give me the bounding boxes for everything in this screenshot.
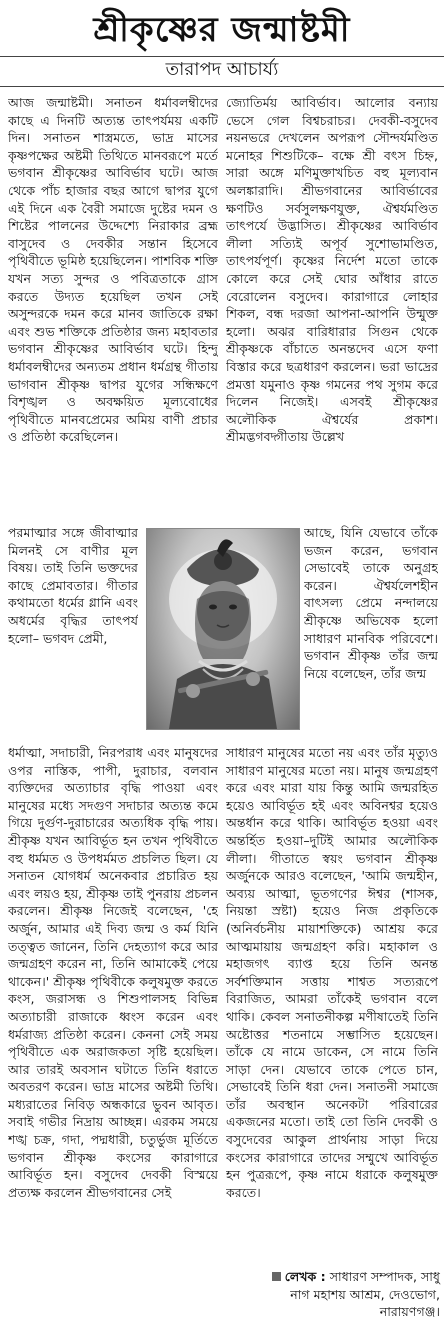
paragraph: সাধারণ মানুষের মতো নয় এবং তাঁর মৃত্যুও সাধারণ মানুষের মতো নয়। মানুষ জন্মগ্রহণ করে এবং মারা যায় কিন্তু আমি জন্মরহিত হয়েও আবির্ভূত হই এবং অবিনশ্বর হয়েও অন্তর্ধান করে থাকি। আবির্ভূত হওয়া এবং অন্তর্হিত হওয়া–দুটিই আমার অলৌকিক লীলা। গীতাতে স্বয়ং ভগবান শ্রীকৃষ্ণ অর্জুনকে আরও বলেছেন, 'আমি জন্মহীন, অব্যয় আত্মা, ভূতগণের ঈশ্বর (শাসক, নিয়ন্তা স্রষ্টা) হয়েও নিজ প্রকৃতিকে (অনির্বচনীয় মায়াশক্তিকে) আশ্রয় করে আত্মমায়ায় জন্মগ্রহণ করি। মহাকাল ও মহাজগৎ ব্যাপ্ত হয়ে তিনি অনন্ত সর্বশক্তিমান সত্তায় শাশ্বত সত্যরূপে বিরাজিত, আমরা তাঁকেই ভগবান বলে থাকি। কেবল সনাতনীকল্প মণীষাতেই তিনি অষ্টোত্তর শতনামে সম্ভাসিত হয়েছেন। তাঁকে যে নামে ডাকেন, সে নামে তিনি সাড়া দেন। যেভাবে তাকে পেতে চান, সেভাবেই তিনি ধরা দেন। সনাতনী সমাজে তাঁর অবস্থান অনেকটা পরিবারের একজনের মতো। তাই তো তিনি দেবকী ও বসুদেবের আকুল প্রার্থনায় সাড়া দিয়ে কংসের কারাগারে তাদের সম্মুখে আবির্ভূত হন পুত্ররূপে, কৃষ্ণ নামে ধরাকে কলুষমুক্ত করতে। — [226, 745, 438, 1200]
author-note — [258, 1268, 440, 1321]
headline: শ্রীকৃষ্ণের জন্মাষ্টমী — [93, 10, 351, 50]
article-column-right-bottom — [226, 744, 438, 1284]
paragraph: আছে, যিনি যেভাবে তাঁকে ভজন করেন, ভগবান সেভাবেই তাকে অনুগ্রহ করেন। ঐশ্বর্যলেশহীন বাৎসল্য প্রেমে নন্দালয়ে শ্রীকৃষ্ণে অভিষেক হলো সাধারণ মানবিক পরিবেশে। ভগবান শ্রীকৃষ্ণ তাঁর জন্ম নিয়ে বলেছেন, তাঁর জন্ম — [304, 525, 438, 681]
krishna-figure-icon — [147, 529, 299, 729]
article-column-left-bottom — [8, 744, 218, 1326]
paragraph: জ্যোতির্ময় আবির্ভাব। আলোর বন্যায় ভেসে গেল বিশ্বচরাচর। দেবকী-বসুদেব নয়নভরে দেখলেন অপরূপ সৌন্দর্যমণ্ডিত মনোহর শিশুটিকে– বক্ষে শ্রী বৎস চিহ্ন, সারা অঙ্গে মণিমুক্তাখচিত বহু মূল্যবান অলঙ্কারাদি। শ্রীভগবানের আবির্ভাবের ক্ষণটিও সর্বসুলক্ষণযুক্ত, ঐশ্বর্যমণ্ডিত তাৎপর্যে উদ্ভাসিত। শ্রীকৃষ্ণের আবির্ভাব লীলা সত্যিই অপূর্ব সুশোভামণ্ডিত, তাৎপর্যপূর্ণ। কৃষ্ণের নির্দেশ মতো তাকে কোলে করে সেই ঘোর আঁধার রাতে বেরোলেন বসুদেব। কারাগারে লোহার শিকল, বন্ধ দরজা আপনা-আপনি উন্মুক্ত হলো। অঝর বারিধারার সিগুন থেকে শ্রীকৃষ্ণকে বাঁচাতে অনন্তদেব এসে ফণা বিস্তার করে ছত্রধারণ করলেন। ভরা ভাদ্রের প্রমত্তা যমুনাও কৃষ্ণ গমনের পথ সুগম করে দিলেন নিজেই। এসবই শ্রীকৃষ্ণের অলৌকিক ঐশ্বর্যের প্রকাশ। শ্রীমদ্ভগবদ্গীতায় উল্লেখ — [226, 95, 438, 445]
article-wrap-left — [8, 524, 138, 744]
headline-divider — [0, 56, 444, 57]
article-column-right-top — [226, 94, 438, 524]
square-bullet-icon — [272, 1272, 281, 1281]
article-wrap-right — [304, 524, 438, 744]
author-info: সাধারণ সম্পাদক, সাধু নাগ মহাশয় আশ্রম, দেওভোগ, নারায়ণগঞ্জ। — [290, 1269, 440, 1320]
byline-divider — [0, 86, 444, 87]
paragraph: ধর্মাত্মা, সদাচারী, নিরপরাধ এবং মানুষদের ওপর নাস্তিক, পাপী, দুরাচার, বলবান ব্যক্তিদের অত্যাচার বৃদ্ধি পাওয়া এবং মানুষের মধ্যে সদগুণ সদাচার অত্যন্ত কমে গিয়ে দুর্গুণ-দুরাচারের অত্যধিক বৃদ্ধি পায়। শ্রীকৃষ্ণ যখন আবির্ভূত হন তখন পৃথিবীতে বহু ধর্মমত ও উপধর্মমত প্রচলিত ছিল। যে সনাতন যোগধর্ম অনেকবার প্রচারিত হয় এবং লয়ও হয়, শ্রীকৃষ্ণ তাই পুনরায় প্রচলন করলেন। শ্রীকৃষ্ণ নিজেই বলেছেন, 'হে অর্জুন, আমার এই দিব্য জন্ম ও কর্ম যিনি তত্ত্বত জানেন, তিনি দেহত্যাগ করে আর জন্মগ্রহণ করেন না, তিনি আমাকেই পেয়ে থাকেন।' শ্রীকৃষ্ণ পৃথিবীকে কলুষমুক্ত করতে কংস, জরাসন্ধ ও শিশুপালসহ বিভিন্ন অত্যাচারী রাজাকে ধ্বংস করেন এবং ধর্মরাজ্য প্রতিষ্ঠা করেন। কেননা সেই সময় পৃথিবীতে এক অরাজকতা সৃষ্টি হয়েছিল। আর তারই অবসান ঘটাতে তিনি ধরাতে অবতরণ করেন। ভাদ্র মাসের অষ্টমী তিথি। মধ্যরাতের নিবিড় অন্ধকারে ভুবন আবৃত। সবাই গভীর নিদ্রায় আচ্ছন্ন। এরকম সময়ে শঙ্খ চক্র, গদা, পদ্মধারী, চতুর্ভুজ মূর্তিতে ভগবান শ্রীকৃষ্ণ কংসের কারাগারে আবির্ভূত হন। বসুদেব দেবকী বিস্ময়ে প্রত্যক্ষ করলেন শ্রীভগবানের সেই — [8, 745, 218, 1200]
paragraph: পরমাত্মার সঙ্গে জীবাত্মার মিলনই সে বাণীর মূল বিষয়। তাই তিনি ভক্তদের কাছে প্রেমাবতার। গীতার কথামতো ধর্মের গ্লানি এবং অধর্মের বৃদ্ধির তাৎপর্য হলো– ভগবদ প্রেমী, — [8, 525, 138, 646]
author-byline: তারাপদ আচার্য্য — [165, 59, 279, 80]
krishna-illustration — [146, 528, 300, 730]
paragraph: আজ জন্মাষ্টমী। সনাতন ধর্মাবলম্বীদের কাছে এ দিনটি অত্যন্ত তাৎপর্যময় একটি দিন। সনাতন শাস্ত্রমতে, ভাদ্র মাসের কৃষ্ণপক্ষের অষ্টমী তিথিতে মানবরূপে মর্তে ভগবান শ্রীকৃষ্ণের আবির্ভাব ঘটে। আজ থেকে পাঁচ হাজার বছর আগে দ্বাপর যুগে এই দিনে এক বৈরী সমাজে দুষ্টের দমন ও শিষ্টের পালনের উদ্দেশ্যে নিরাকার ব্রহ্ম বাসুদেব ও দেবকীর সন্তান হিসেবে পৃথিবীতে ভূমিষ্ঠ হয়েছিলেন। পাশবিক শক্তি যখন সত্য সুন্দর ও পবিত্রতাকে গ্রাস করতে উদ্যত হয়েছিল তখন সেই অসুন্দরকে দমন করে মানব জাতিকে রক্ষা এবং শুভ শক্তিকে প্রতিষ্ঠার জন্য মহাবতার ভগবান শ্রীকৃষ্ণের আবির্ভাব ঘটে। হিন্দু ধর্মাবলম্বীদের অন্যতম প্রধান ধর্মগ্রন্থ গীতায় ভাগবান শ্রীকৃষ্ণ দ্বাপর যুগের সন্ধিক্ষণে বিশৃঙ্খল ও অবক্ষয়িত মূল্যবোধের পৃথিবীতে মানবপ্রেমের অমিয় বাণী প্রচার ও প্রতিষ্ঠা করেছিলেন। — [8, 95, 218, 445]
author-label: লেখক : — [284, 1269, 326, 1284]
